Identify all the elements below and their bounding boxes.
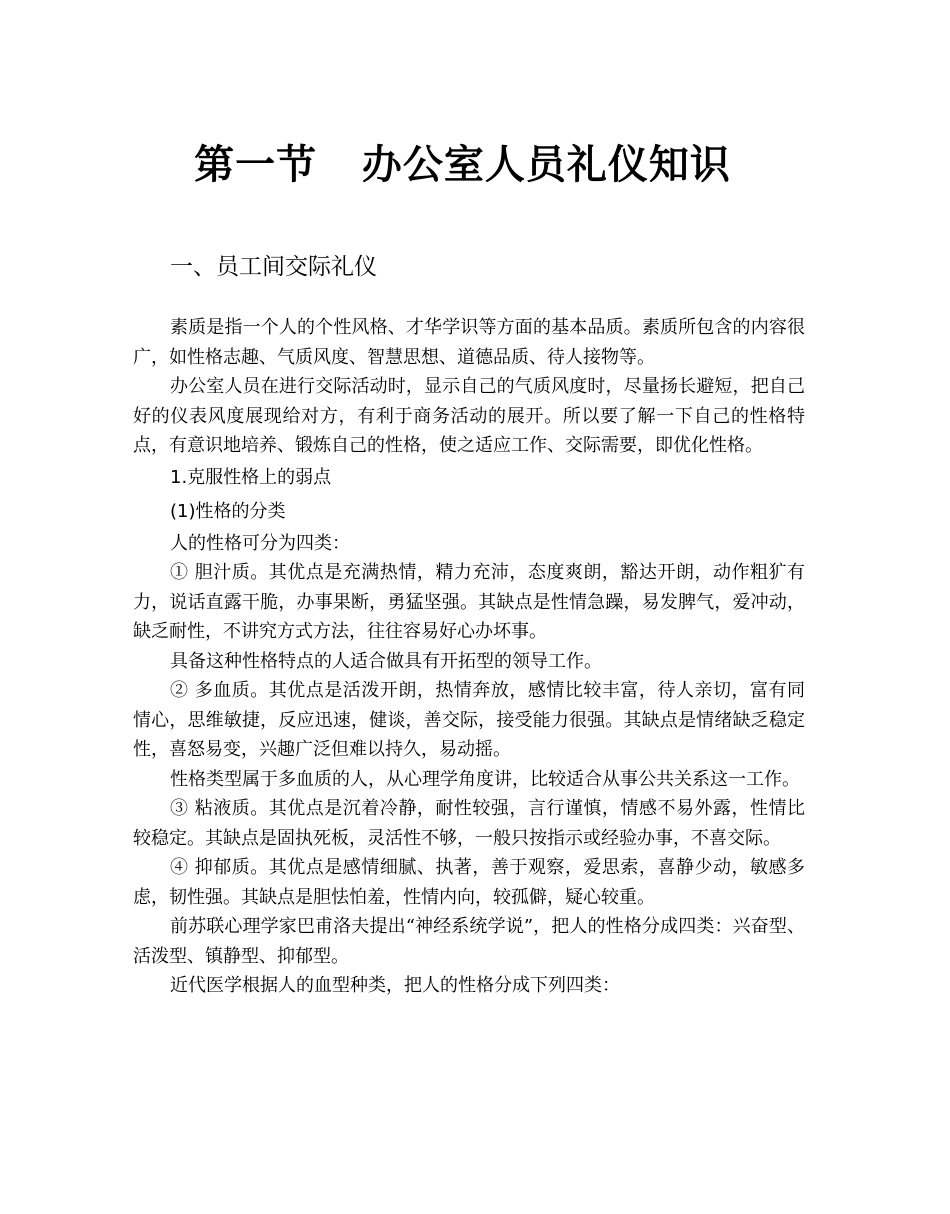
section-heading: 一、员工间交际礼仪: [170, 254, 377, 280]
subheading-personality-types: (1)性格的分类: [170, 500, 286, 522]
paragraph-office-staff: 办公室人员在进行交际活动时，显示自己的气质风度时，尽量扬长避短，把自己好的仪表风度展现给对方，有利于商务活动的展开。所以要了解一下自己的性格特点，有意识地培养、锻炼自己的性格，使之适应工作、交际需要，即优化性格。: [133, 376, 805, 456]
document-body: [133, 313, 805, 1001]
paragraph-choleric: ① 胆汁质。其优点是充满热情，精力充沛，态度爽朗，豁达开朗，动作粗犷有力，说话直露干脆，办事果断，勇猛坚强。其缺点是性情急躁，易发脾气，爱冲动，缺乏耐性，不讲究方式方法，往往容易好心办坏事。: [133, 562, 805, 642]
paragraph-melancholic: ④ 抑郁质。其优点是感情细腻、执著，善于观察，爱思索，喜静少动，敏感多虑，韧性强。其缺点是胆怯怕羞，性情内向，较孤僻，疑心较重。: [133, 857, 805, 908]
paragraph-choleric-suitability: 具备这种性格特点的人适合做具有开拓型的领导工作。: [170, 650, 602, 672]
page-title: 第一节 办公室人员礼仪知识: [194, 142, 731, 188]
paragraph-sanguine-suitability: 性格类型属于多血质的人，从心理学角度讲，比较适合从事公共关系这一工作。: [170, 768, 800, 790]
paragraph-sanguine: ② 多血质。其优点是活泼开朗，热情奔放，感情比较丰富，待人亲切，富有同情心，思维敏捷，反应迅速，健谈，善交际，接受能力很强。其缺点是情绪缺乏稳定性，喜怒易变，兴趣广泛但难以持久，易动摇。: [133, 680, 805, 760]
paragraph-pavlov: 前苏联心理学家巴甫洛夫提出“神经系统学说”，把人的性格分成四类：兴奋型、活泼型、镇静型、抑郁型。: [133, 916, 805, 967]
paragraph-phlegmatic: ③ 粘液质。其优点是沉着冷静，耐性较强，言行谨慎，情感不易外露，性情比较稳定。其缺点是固执死板，灵活性不够，一般只按指示或经验办事，不喜交际。: [133, 798, 805, 849]
paragraph-four-types: 人的性格可分为四类：: [170, 532, 350, 554]
paragraph-quality-definition: 素质是指一个人的个性风格、才华学识等方面的基本品质。素质所包含的内容很广，如性格志趣、气质风度、智慧思想、道德品质、待人接物等。: [133, 317, 805, 368]
subheading-overcome-weakness: 1.克服性格上的弱点: [170, 466, 332, 488]
paragraph-blood-type: 近代医学根据人的血型种类，把人的性格分成下列四类：: [170, 975, 620, 996]
